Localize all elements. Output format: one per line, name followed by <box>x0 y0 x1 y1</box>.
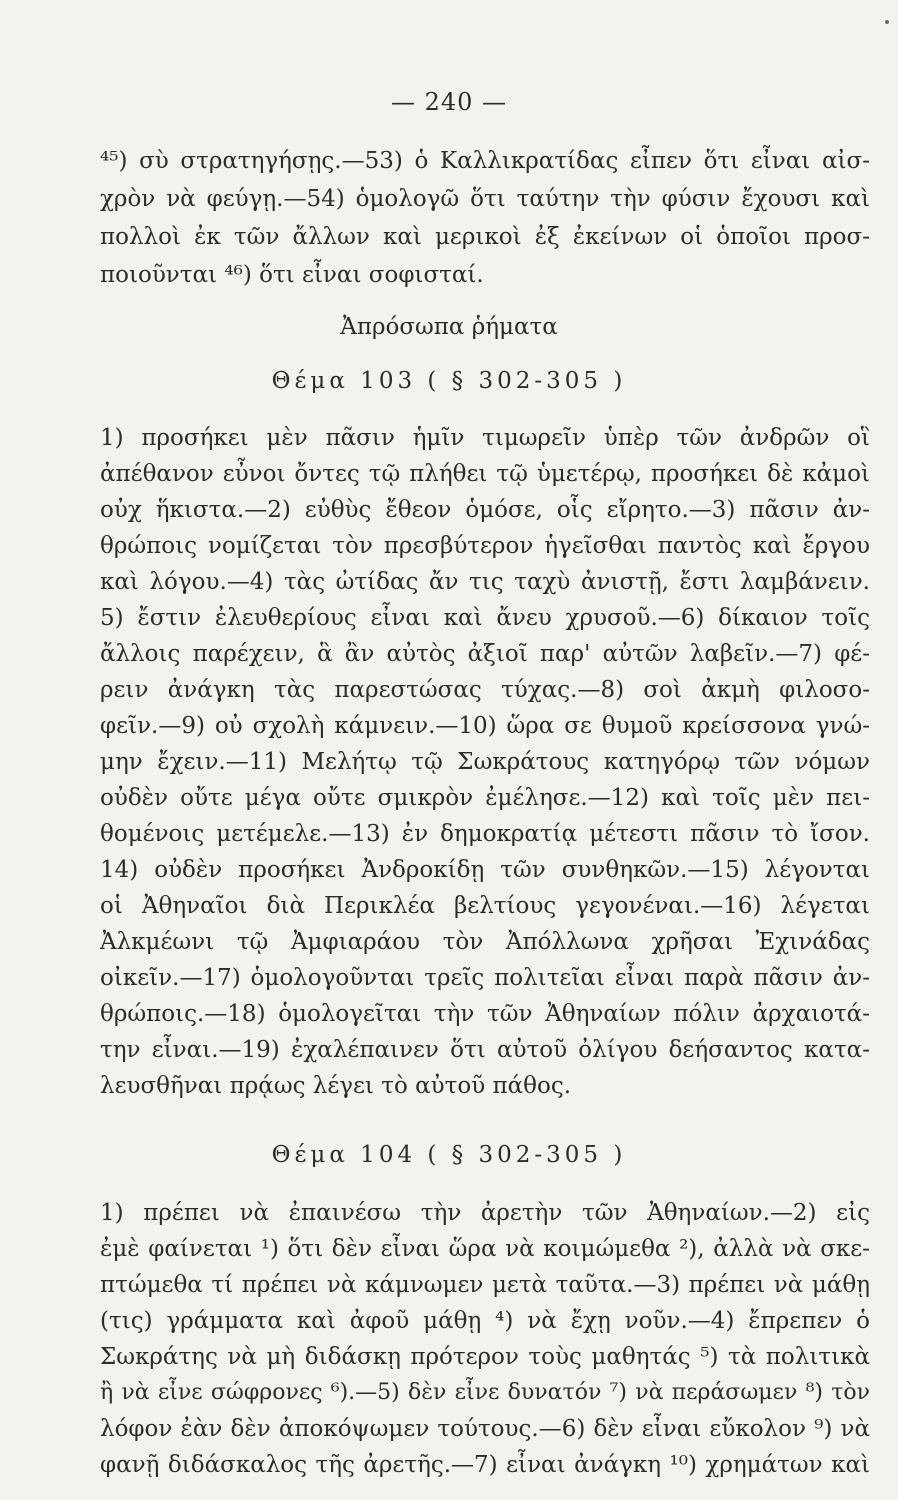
text-line: ἀπέθανον εὖνοι ὄντες τῷ πλήθει τῷ ὑμετέρῳ, προσήκει δὲ κἀμοὶ <box>100 461 870 487</box>
text-line: λευσθῆναι πρᾴως λέγει τὸ αὐτοῦ πάθος. <box>100 1073 572 1099</box>
page-number: — 240 — <box>390 88 508 116</box>
text-line: 5) ἔστιν ἐλευθερίους εἶναι καὶ ἄνευ χρυσοῦ.—6) δίκαιον τοῖς <box>100 605 870 631</box>
text-line: οὐδὲν οὔτε μέγα οὔτε σμικρὸν ἐμέλησε.—12) καὶ τοῖς μὲν πει- <box>100 785 870 811</box>
text-line: ρειν ἀνάγκη τὰς παρεστώσας τύχας.—8) σοὶ ἀκμὴ φιλοσο- <box>100 677 870 703</box>
text-line: Ἀλκμέωνι τῷ Ἀμφιαράου τὸν Ἀπόλλωνα χρῆσαι Ἐχινάδας <box>100 929 870 955</box>
text-line: ἐμὲ φαίνεται ¹) ὅτι δὲν εἶναι ὥρα νὰ κοιμώμεθα ²), ἀλλὰ νὰ σκε- <box>100 1236 870 1262</box>
section-title: Ἀπρόσωπα ῥήματα <box>340 314 558 340</box>
text-line: Σωκράτης νὰ μὴ διδάσκῃ πρότερον τοὺς μαθητάς ⁵) τὰ πολιτικὰ <box>100 1344 870 1370</box>
text-line: καὶ λόγου.—4) τὰς ὠτίδας ἄν τις ταχὺ ἀνιστῇ, ἔστι λαμβάνειν. <box>100 569 870 595</box>
text-line: ⁴⁵) σὺ στρατηγήσῃς.—53) ὁ Καλλικρατίδας εἶπεν ὅτι εἶναι αἰσ- <box>100 148 870 174</box>
text-line: οἰκεῖν.—17) ὁμολογοῦνται τρεῖς πολιτεῖαι εἶναι παρὰ πᾶσιν ἀν- <box>100 965 870 991</box>
text-line: πτώμεθα τί πρέπει νὰ κάμνωμεν μετὰ ταῦτα.—3) πρέπει νὰ μάθῃ <box>100 1272 870 1298</box>
theme-103-heading: Θέμα 103 ( § 302-305 ) <box>271 368 627 394</box>
print-speck <box>885 20 889 24</box>
text-line: λόφον ἐὰν δὲν ἀποκόψωμεν τούτους.—6) δὲν εἶναι εὔκολον ⁹) νὰ <box>100 1416 870 1442</box>
text-line: πολλοὶ ἐκ τῶν ἄλλων καὶ μερικοὶ ἐξ ἐκείνων οἱ ὁποῖοι προσ- <box>100 224 870 250</box>
text-line: φεῖν.—9) οὐ σχολὴ κάμνειν.—10) ὥρα σε θυμοῦ κρείσσονα γνώ- <box>100 713 870 739</box>
text-line: ἢ νὰ εἶνε σώφρονες ⁶).—5) δὲν εἶνε δυνατόν ⁷) νὰ περάσωμεν ⁸) τὸν <box>100 1380 870 1405</box>
text-line: χρὸν νὰ φεύγῃ.—54) ὁμολογῶ ὅτι ταύτην τὴν φύσιν ἔχουσι καὶ <box>100 186 870 212</box>
text-line: θρώποις νομίζεται τὸν πρεσβύτερον ἡγεῖσθαι παντὸς καὶ ἔργου <box>100 533 870 559</box>
text-line: οἱ Ἀθηναῖοι διὰ Περικλέα βελτίους γεγονέναι.—16) λέγεται <box>100 893 870 919</box>
text-line: την εἶναι.—19) ἐχαλέπαινεν ὅτι αὐτοῦ ὀλίγου δεήσαντος κατα- <box>100 1037 870 1063</box>
text-line: ποιοῦνται ⁴⁶) ὅτι εἶναι σοφισταί. <box>100 262 484 288</box>
text-line: θρώποις.—18) ὁμολογεῖται τὴν τῶν Ἀθηναίων πόλιν ἀρχαιοτά- <box>100 1001 870 1027</box>
text-line: (τις) γράμματα καὶ ἀφοῦ μάθῃ ⁴) νὰ ἔχῃ νοῦν.—4) ἔπρεπεν ὁ <box>100 1308 870 1334</box>
text-line: μην ἔχειν.—11) Μελήτῳ τῷ Σωκράτους κατηγόρῳ τῶν νόμων <box>100 749 870 775</box>
text-line: οὐχ ἥκιστα.—2) εὐθὺς ἔθεον ὁμόσε, οἷς εἴρητο.—3) πᾶσιν ἀν- <box>100 497 870 523</box>
text-line: φανῇ διδάσκαλος τῆς ἀρετῆς.—7) εἶναι ἀνάγκη ¹⁰) χρημάτων καὶ <box>100 1452 870 1478</box>
text-line: 1) πρέπει νὰ ἐπαινέσω τὴν ἀρετὴν τῶν Ἀθηναίων.—2) εἰς <box>100 1200 870 1226</box>
text-line: 14) οὐδὲν προσήκει Ἀνδροκίδῃ τῶν συνθηκῶν.—15) λέγονται <box>100 857 870 883</box>
text-line: θομένοις μετέμελε.—13) ἐν δημοκρατίᾳ μέτεστι πᾶσιν τὸ ἴσον. <box>100 821 870 847</box>
theme-104-heading: Θέμα 104 ( § 302-305 ) <box>271 1142 627 1168</box>
text-line: 1) προσήκει μὲν πᾶσιν ἡμῖν τιμωρεῖν ὑπὲρ τῶν ἀνδρῶν οἳ <box>100 425 870 451</box>
text-line: ἄλλοις παρέχειν, ἃ ἂν αὐτὸς ἀξιοῖ παρ' αὐτῶν λαβεῖν.—7) φέ- <box>100 641 870 667</box>
